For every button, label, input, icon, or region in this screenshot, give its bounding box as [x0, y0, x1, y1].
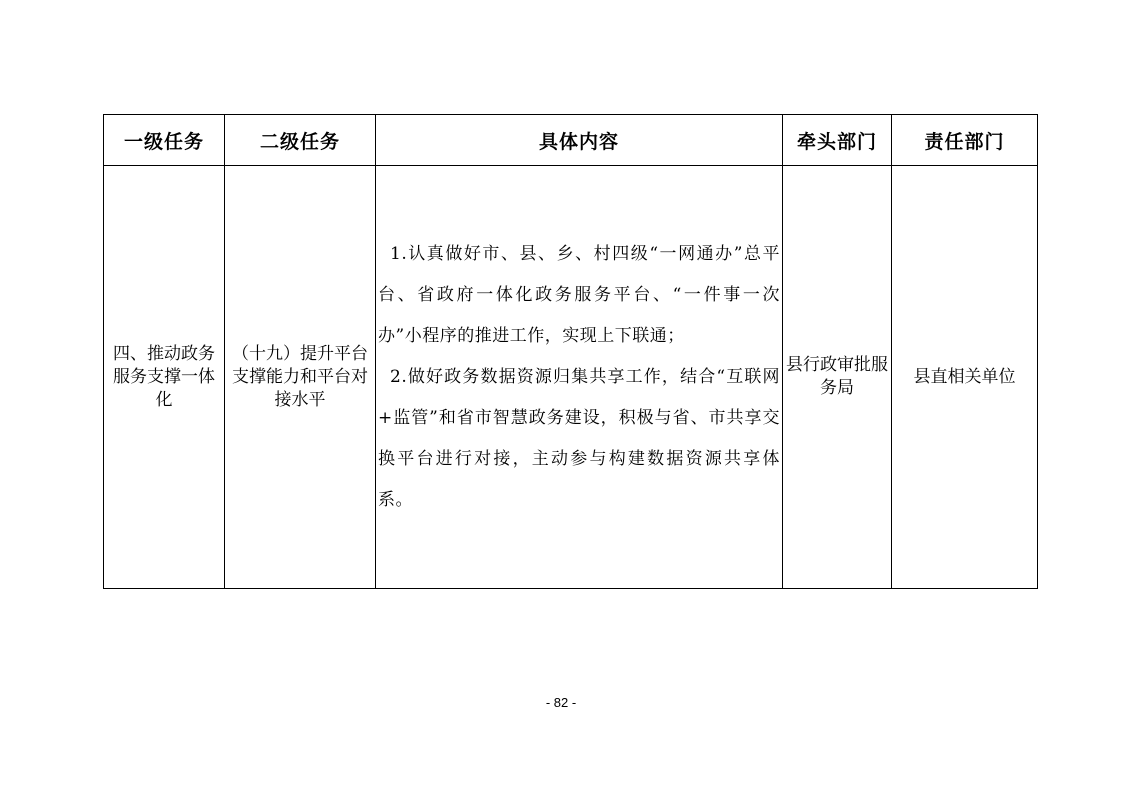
cell-level2-task	[225, 166, 376, 589]
content-paragraph-2: 2.做好政务数据资源归集共享工作，结合“互联网+监管”和省市智慧政务建设，积极与省、市共享交换平台进行对接，主动参与构建数据资源共享体系。	[378, 366, 780, 510]
header-responsible-department: 责任部门	[892, 115, 1038, 166]
header-level2-task: 二级任务	[225, 115, 376, 166]
header-lead-department: 牵头部门	[783, 115, 892, 166]
cell-lead-department	[783, 166, 892, 589]
lead-department-text: 县行政审批服务局	[786, 355, 888, 398]
cell-level1-task	[104, 166, 225, 589]
level1-task-text: 四、推动政务服务支撑一体化	[113, 343, 215, 410]
content-paragraph-1: 1.认真做好市、县、乡、村四级“一网通办”总平台、省政府一体化政务服务平台、“一件事一次办”小程序的推进工作，实现上下联通；	[378, 243, 780, 346]
page-number: - 82 -	[545, 695, 577, 710]
level2-task-text: （十九）提升平台支撑能力和平台对接水平	[232, 343, 368, 410]
header-row	[104, 115, 1038, 166]
table-row	[104, 166, 1038, 589]
cell-responsible-department	[892, 166, 1038, 589]
content-block	[376, 234, 782, 521]
task-table	[103, 114, 1038, 589]
header-specific-content: 具体内容	[376, 115, 783, 166]
cell-specific-content	[376, 166, 783, 589]
header-level1-task: 一级任务	[104, 115, 225, 166]
responsible-department-text: 县直相关单位	[913, 366, 1016, 387]
